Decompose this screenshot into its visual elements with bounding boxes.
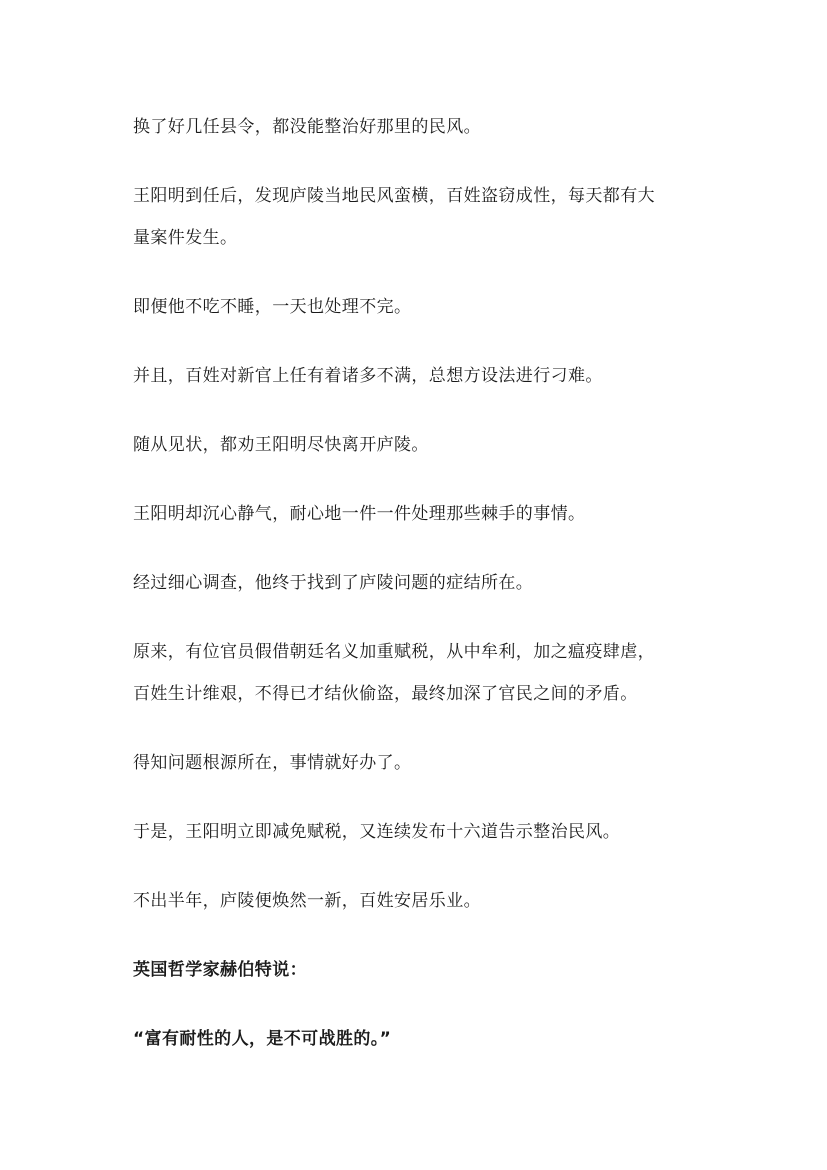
paragraph-6 bbox=[133, 493, 733, 535]
paragraph-8 bbox=[133, 631, 733, 715]
text-line: 并且，百姓对新官上任有着诸多不满，总想方设法进行刁难。 bbox=[133, 366, 603, 386]
text-line: 即便他不吃不睡，一天也处理不完。 bbox=[133, 297, 412, 317]
text-line: 王阳明却沉心静气，耐心地一件一件处理那些棘手的事情。 bbox=[133, 504, 586, 524]
text-line: 得知问题根源所在，事情就好办了。 bbox=[133, 753, 412, 773]
paragraph-7 bbox=[133, 562, 733, 604]
text-line: 于是，王阳明立即减免赋税，又连续发布十六道告示整治民风。 bbox=[133, 822, 621, 842]
text-line: 随从见状，都劝王阳明尽快离开庐陵。 bbox=[133, 435, 429, 455]
quote-text bbox=[133, 1018, 733, 1060]
text-line: 换了好几任县令，都没能整治好那里的民风。 bbox=[133, 117, 481, 137]
paragraph-4 bbox=[133, 355, 733, 397]
text-line: 量案件发生。 bbox=[133, 228, 238, 248]
quote-attribution bbox=[133, 949, 733, 991]
article-body bbox=[133, 106, 733, 1087]
text-line: “富有耐性的人，是不可战胜的。” bbox=[133, 1029, 392, 1049]
paragraph-10 bbox=[133, 811, 733, 853]
text-line: 经过细心调查，他终于找到了庐陵问题的症结所在。 bbox=[133, 573, 534, 593]
text-line: 王阳明到任后，发现庐陵当地民风蛮横，百姓盗窃成性，每天都有大 bbox=[133, 186, 655, 206]
paragraph-5 bbox=[133, 424, 733, 466]
paragraph-2 bbox=[133, 175, 733, 259]
paragraph-9 bbox=[133, 742, 733, 784]
paragraph-1 bbox=[133, 106, 733, 148]
paragraph-3 bbox=[133, 286, 733, 328]
text-line: 英国哲学家赫伯特说： bbox=[133, 960, 307, 980]
text-line: 原来，有位官员假借朝廷名义加重赋税，从中牟利，加之瘟疫肆虐， bbox=[133, 642, 655, 662]
paragraph-11 bbox=[133, 880, 733, 922]
text-line: 百姓生计维艰，不得已才结伙偷盗，最终加深了官民之间的矛盾。 bbox=[133, 684, 638, 704]
text-line: 不出半年，庐陵便焕然一新，百姓安居乐业。 bbox=[133, 891, 481, 911]
